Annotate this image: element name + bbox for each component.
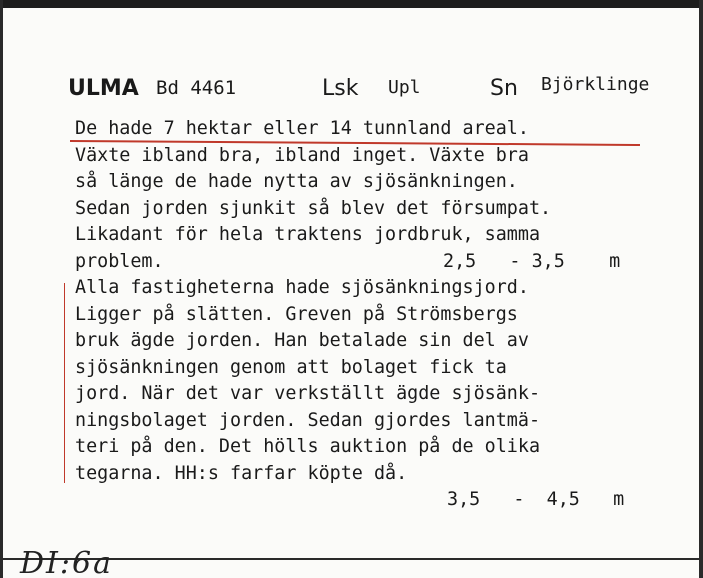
text-line-content: Alla fastigheterna hade sjösänkningsjord. [75,277,529,298]
text-line-content: jord. När det var verkställt ägde sjösänk- [75,383,541,404]
text-line [75,408,675,435]
text-line [75,461,675,488]
depth-range-2: 3,5 - 4,5 m [447,489,625,510]
text-line-content: bruk ägde jorden. Han betalade sin del av [75,330,529,351]
red-margin-line [64,283,65,483]
text-line [75,196,675,223]
text-line [75,302,675,329]
volume-label [156,77,236,99]
text-line-content: tegarna. HH:s farfar köpte då. [75,462,408,484]
text-line [75,381,675,408]
archive-label: ULMA [68,76,139,101]
text-line [75,249,675,276]
text-line [75,169,675,196]
text-line-content: så länge de hade nytta av sjösänkningen. [75,171,518,192]
province-label: Lsk [322,76,359,101]
text-line-content: sjösänkningen genom att bolaget fick ta [75,356,507,378]
card-body-text [75,116,675,514]
text-line-content: ningsbolaget jorden. Sedan gjordes lantmä- [75,409,541,431]
text-line [75,434,675,461]
volume-prefix: Bd [156,77,179,99]
text-line-content: teri på den. Det hölls auktion på de olika [75,436,541,457]
handwritten-reference: DI:6a [20,546,113,578]
text-line-content: problem. [75,250,164,272]
text-line-content: Växte ibland bra, ibland inget. Växte bra [75,144,529,166]
text-line [75,355,675,382]
text-line [75,143,675,170]
text-line-content: Ligger på slätten. Greven på Strömsbergs [75,303,518,325]
text-line [75,222,675,249]
text-line [75,328,675,355]
parish-label: Sn [490,76,518,101]
province-value: Upl [388,77,421,98]
text-line-content: Sedan jorden sjunkit så blev det försumpat. [75,197,552,219]
text-line [75,275,675,302]
card-header [0,72,703,106]
text-line-content: Likadant för hela traktens jordbruk, samma [75,224,541,245]
depth-range-1: 2,5 - 3,5 m [443,250,621,272]
parish-value: Björklinge [541,74,650,95]
text-line [75,487,675,514]
text-line [75,116,675,143]
card-top-edge [0,0,703,8]
volume-number: 4461 [190,77,237,99]
text-line-content: De hade 7 hektar eller 14 tunnland areal. [75,118,529,139]
